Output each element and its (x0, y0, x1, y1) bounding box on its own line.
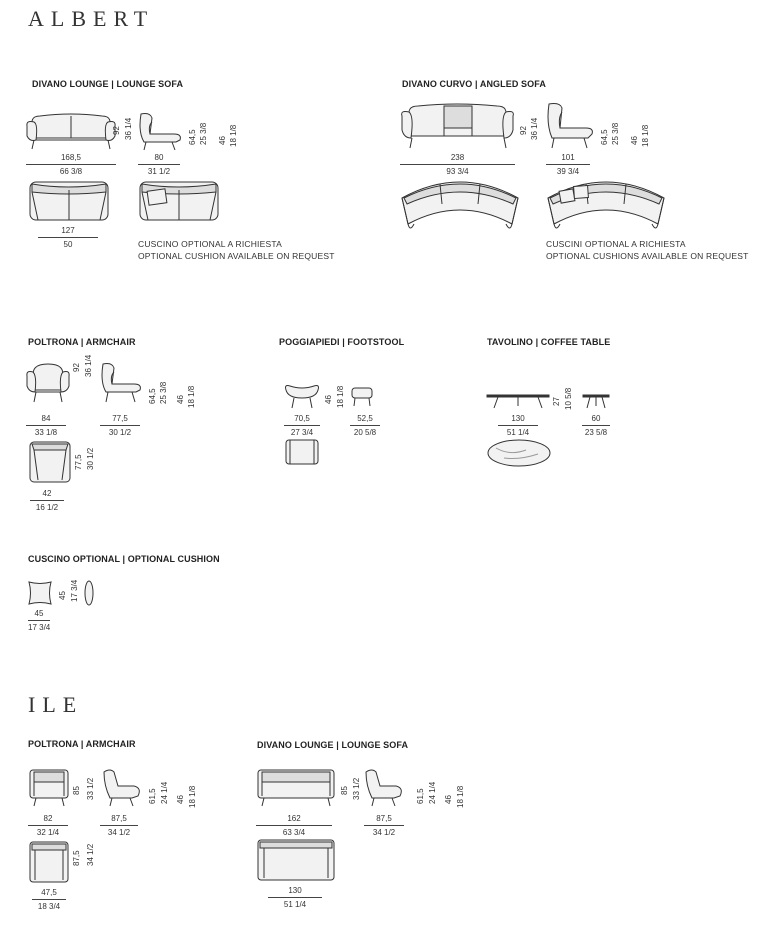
angled-dim-depth (546, 153, 590, 176)
ile-sofa-dim-depth-in: 34 1/2 (372, 828, 396, 837)
coffee-table-dim-width-in: 51 1/4 (506, 428, 530, 437)
footstool-dim-height-in: 18 1/8 (336, 385, 345, 408)
ile-sofa-dim-depth (364, 814, 404, 837)
ile-armchair-dim-depth-cm: 87,5 (111, 814, 127, 823)
angled-sofa-side-drawing (546, 102, 596, 152)
armchair-dim-depth (100, 414, 140, 437)
footstool-front-drawing (284, 384, 320, 410)
ile-armchair-dim-width-in: 32 1/4 (36, 828, 60, 837)
section-title-angled-sofa: DIVANO CURVO | ANGLED SOFA (402, 79, 546, 89)
note-cushions-it: CUSCINI OPTIONAL A RICHIESTA (546, 239, 686, 249)
coffee-table-dim-depth-cm: 60 (591, 414, 601, 423)
ile-sofa-dim-width-cm: 162 (287, 814, 301, 823)
note-cushions-en: OPTIONAL CUSHIONS AVAILABLE ON REQUEST (546, 251, 749, 261)
dim-seat-cm: 46 (218, 136, 227, 145)
armchair-dim-seat-cm: 46 (176, 395, 185, 404)
section-title-lounge-sofa: DIVANO LOUNGE | LOUNGE SOFA (32, 79, 184, 89)
footstool-side-drawing (350, 386, 374, 408)
dim-seat-in: 18 1/8 (229, 124, 238, 147)
lounge-sofa-side-drawing (138, 112, 183, 152)
armchair-dim-arm-cm: 64,5 (148, 388, 157, 404)
angled-dim-seat-cm: 46 (630, 136, 639, 145)
angled-dim-width-in: 93 3/4 (446, 167, 469, 176)
note-cushion-it: CUSCINO OPTIONAL A RICHIESTA (138, 239, 282, 249)
ile-lounge-sofa-top-drawing (256, 838, 336, 882)
ile-sofa-dim-width-in: 63 3/4 (282, 828, 306, 837)
armchair-dim-depth-cm: 77,5 (112, 414, 128, 423)
ile-armchair-dim-height-cm: 85 (72, 786, 81, 795)
ile-armchair-dim-top-w (32, 888, 66, 911)
armchair-dim-top-w-in: 16 1/2 (35, 503, 59, 512)
ile-armchair-dim-top-w-in: 18 3/4 (37, 902, 61, 911)
ile-armchair-dim-depth (100, 814, 138, 837)
armchair-dim-depth-in: 30 1/2 (108, 428, 132, 437)
ile-armchair-top-drawing (28, 840, 70, 884)
ile-armchair-dim-depth-in: 34 1/2 (107, 828, 131, 837)
armchair-dim-top-d-cm: 77,5 (74, 454, 83, 470)
footstool-dim-width-in: 27 3/4 (290, 428, 314, 437)
coffee-table-dim-depth-in: 23 5/8 (584, 428, 608, 437)
armchair-dim-top-d-in: 30 1/2 (86, 447, 95, 470)
ile-sofa-dim-seat-cm: 46 (444, 795, 453, 804)
ile-armchair-dim-top-d-in: 34 1/2 (86, 843, 95, 866)
ile-armchair-front-drawing (28, 768, 70, 808)
angled-dim-depth-cm: 101 (561, 153, 575, 162)
ile-sofa-dim-height-in: 33 1/2 (352, 777, 361, 800)
lounge-sofa-front-drawing (26, 112, 116, 152)
section-title-armchair: POLTRONA | ARMCHAIR (28, 337, 136, 347)
ile-lounge-sofa-front-drawing (256, 768, 336, 808)
ile-armchair-dim-width (28, 814, 68, 837)
section-title-footstool: POGGIAPIEDI | FOOTSTOOL (279, 337, 405, 347)
coffee-table-dim-depth (582, 414, 610, 437)
footstool-dim-depth (350, 414, 380, 437)
dim-height-cm: 92 (112, 126, 121, 135)
armchair-dim-height-cm: 92 (72, 363, 81, 372)
lounge-sofa-top-drawing (28, 180, 110, 222)
footstool-top-drawing (284, 438, 320, 466)
armchair-dim-width-in: 33 1/8 (34, 428, 58, 437)
dim-width-in: 66 3/8 (59, 167, 83, 176)
coffee-table-dim-width (498, 414, 538, 437)
footstool-dim-depth-cm: 52,5 (357, 414, 373, 423)
lounge-sofa-cushion-top-drawing (138, 180, 220, 222)
ile-sofa-dim-top-in: 51 1/4 (283, 900, 307, 909)
dim-height-in: 36 1/4 (124, 117, 133, 140)
cushion-front-drawing (28, 581, 52, 605)
section-title-cushion: CUSCINO OPTIONAL | OPTIONAL CUSHION (28, 554, 220, 564)
family-title-albert: ALBERT (28, 6, 155, 31)
cushion-dim-width-in: 17 3/4 (28, 623, 51, 632)
dim-width (26, 153, 116, 176)
dim-top (38, 226, 98, 249)
cushion-side-drawing (84, 580, 94, 606)
angled-dim-seat-in: 18 1/8 (641, 124, 650, 147)
dim-depth-in: 31 1/2 (147, 167, 171, 176)
armchair-dim-top-w-cm: 42 (42, 489, 52, 498)
note-cushion-en: OPTIONAL CUSHION AVAILABLE ON REQUEST (138, 251, 335, 261)
ile-sofa-dim-top-cm: 130 (288, 886, 302, 895)
angled-sofa-front-drawing (400, 102, 515, 152)
coffee-table-top-drawing (486, 438, 552, 468)
footstool-dim-width (284, 414, 320, 437)
ile-armchair-side-drawing (102, 768, 142, 808)
armchair-dim-seat-in: 18 1/8 (187, 385, 196, 408)
cushion-dim-width (28, 609, 50, 632)
ile-armchair-dim-top-d-cm: 87,5 (72, 850, 81, 866)
dim-arm-cm: 64,5 (188, 129, 197, 145)
cushion-dim-height-in: 17 3/4 (70, 579, 79, 602)
coffee-table-side-drawing (582, 394, 610, 410)
ile-sofa-dim-seat-in: 18 1/8 (456, 785, 465, 808)
ile-sofa-dim-width (256, 814, 332, 837)
section-title-coffee-table: TAVOLINO | COFFEE TABLE (487, 337, 611, 347)
angled-dim-width (400, 153, 515, 176)
angled-dim-width-cm: 238 (450, 153, 465, 162)
ile-armchair-dim-seat-in: 18 1/8 (188, 785, 197, 808)
angled-dim-height-cm: 92 (519, 126, 528, 135)
dim-width-cm: 168,5 (60, 153, 82, 162)
ile-armchair-dim-top-w-cm: 47,5 (41, 888, 57, 897)
angled-sofa-top-drawing (400, 178, 520, 234)
cushion-dim-width-cm: 45 (34, 609, 44, 618)
dim-depth-cm: 80 (154, 153, 164, 162)
coffee-table-dim-height-cm: 27 (552, 397, 561, 406)
ile-sofa-dim-top (268, 886, 322, 909)
armchair-top-drawing (28, 440, 72, 484)
ile-armchair-dim-height-in: 33 1/2 (86, 777, 95, 800)
dim-top-in: 50 (63, 240, 73, 249)
coffee-table-dim-width-cm: 130 (511, 414, 525, 423)
dim-top-cm: 127 (61, 226, 75, 235)
armchair-dim-top-w (30, 489, 64, 512)
armchair-dim-arm-in: 25 3/8 (159, 381, 168, 404)
angled-dim-arm-in: 25 3/8 (611, 122, 620, 145)
coffee-table-front-drawing (486, 394, 550, 410)
armchair-dim-height-in: 36 1/4 (84, 354, 93, 377)
ile-sofa-dim-depth-cm: 87,5 (376, 814, 392, 823)
footstool-dim-width-cm: 70,5 (294, 414, 310, 423)
angled-dim-height-in: 36 1/4 (530, 117, 539, 140)
armchair-side-drawing (100, 362, 142, 404)
ile-lounge-sofa-side-drawing (364, 768, 404, 808)
ile-armchair-dim-width-cm: 82 (43, 814, 53, 823)
armchair-front-drawing (26, 362, 70, 404)
armchair-dim-width-cm: 84 (41, 414, 51, 423)
armchair-dim-width (26, 414, 66, 437)
ile-armchair-dim-arm-in: 24 1/4 (160, 781, 169, 804)
section-title-ile-armchair: POLTRONA | ARMCHAIR (28, 739, 136, 749)
section-title-ile-lounge-sofa: DIVANO LOUNGE | LOUNGE SOFA (257, 740, 409, 750)
footstool-dim-height-cm: 46 (324, 395, 333, 404)
dim-depth (138, 153, 180, 176)
angled-dim-arm-cm: 64,5 (600, 129, 609, 145)
dim-arm-in: 25 3/8 (199, 122, 208, 145)
cushion-dim-height-cm: 45 (58, 591, 67, 600)
ile-sofa-dim-arm-in: 24 1/4 (428, 781, 437, 804)
ile-armchair-dim-arm-cm: 61,5 (148, 788, 157, 804)
ile-armchair-dim-seat-cm: 46 (176, 795, 185, 804)
family-title-ile: ILE (28, 692, 84, 717)
angled-dim-depth-in: 39 3/4 (556, 167, 580, 176)
angled-sofa-cushion-top-drawing (546, 178, 666, 234)
ile-sofa-dim-arm-cm: 61,5 (416, 788, 425, 804)
coffee-table-dim-height-in: 10 5/8 (564, 387, 573, 410)
ile-sofa-dim-height-cm: 85 (340, 786, 349, 795)
footstool-dim-depth-in: 20 5/8 (353, 428, 377, 437)
